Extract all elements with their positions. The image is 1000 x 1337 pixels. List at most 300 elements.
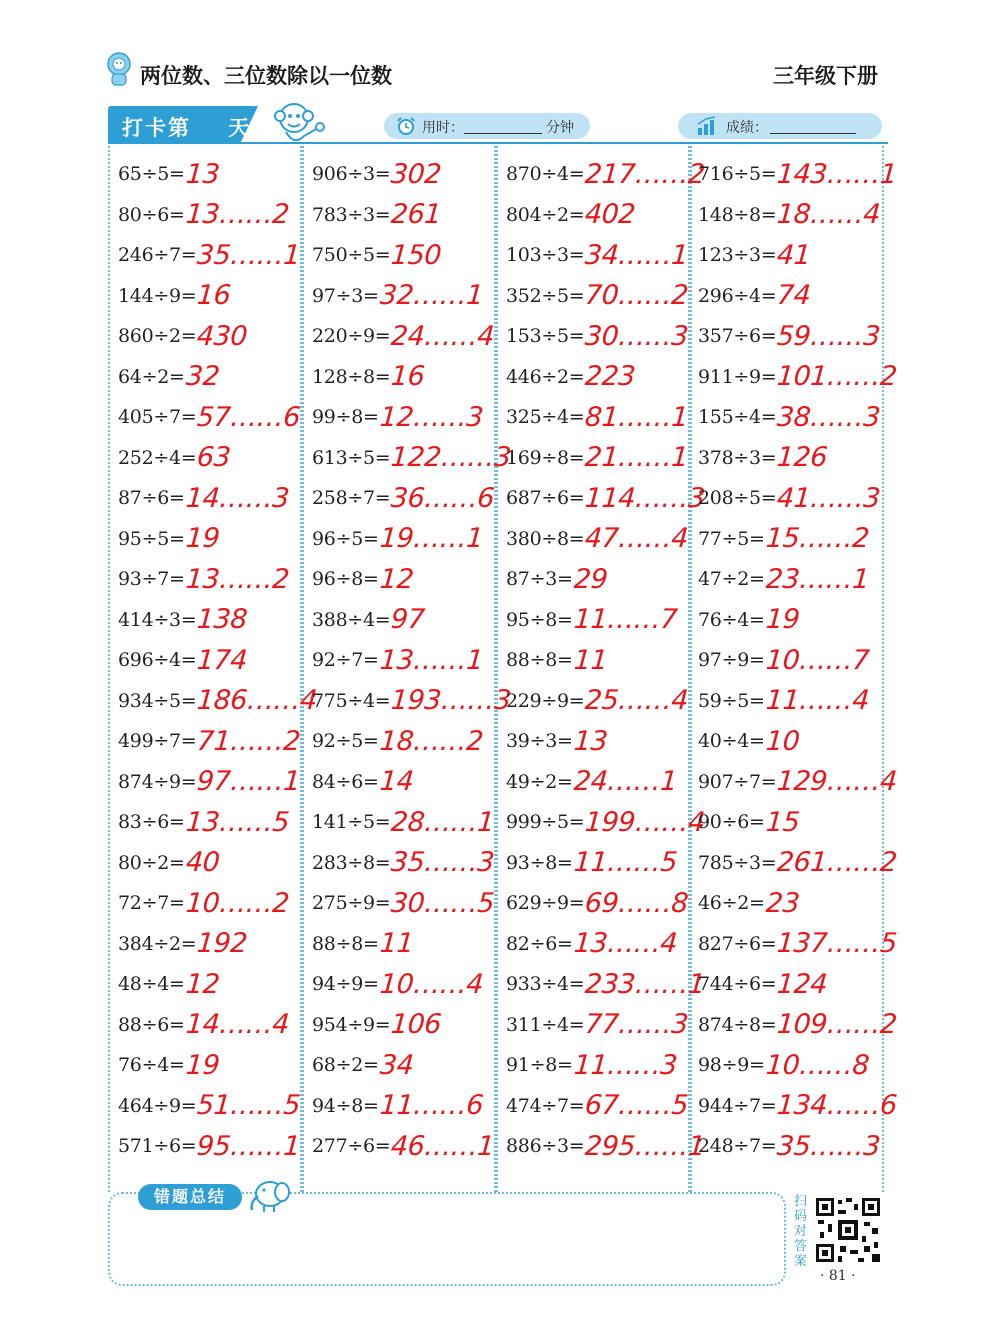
exercise-row bbox=[312, 883, 504, 924]
exercise-row bbox=[118, 600, 310, 641]
handwritten-answer: 81……1 bbox=[584, 401, 690, 433]
exercise-row bbox=[506, 1126, 707, 1167]
exercise-row bbox=[118, 924, 310, 965]
exercise-row bbox=[312, 640, 504, 681]
handwritten-answer: 47……4 bbox=[584, 523, 690, 555]
exercise-row bbox=[312, 721, 504, 762]
division-question: 148÷8= bbox=[698, 203, 777, 226]
division-question: 283÷8= bbox=[312, 851, 391, 874]
division-question: 98÷9= bbox=[698, 1054, 765, 1077]
exercise-row bbox=[312, 1126, 504, 1167]
division-question: 804÷2= bbox=[506, 203, 585, 226]
exercise-row bbox=[506, 883, 698, 924]
handwritten-answer: 11……3 bbox=[572, 1049, 678, 1081]
exercise-row bbox=[698, 964, 890, 1005]
division-question: 357÷6= bbox=[698, 325, 777, 348]
division-question: 744÷6= bbox=[698, 973, 777, 996]
division-question: 76÷4= bbox=[698, 608, 765, 631]
handwritten-answer: 71……2 bbox=[196, 725, 302, 757]
handwritten-answer: 295……1 bbox=[584, 1130, 707, 1162]
division-question: 92÷7= bbox=[312, 649, 379, 672]
handwritten-answer: 261 bbox=[390, 199, 443, 231]
exercise-row bbox=[118, 1045, 310, 1086]
division-question: 144÷9= bbox=[118, 284, 197, 307]
exercise-row bbox=[312, 397, 504, 438]
division-question: 91÷8= bbox=[506, 1054, 573, 1077]
division-question: 76÷4= bbox=[118, 1054, 185, 1077]
handwritten-answer: 32……1 bbox=[378, 280, 484, 312]
handwritten-answer: 40 bbox=[184, 847, 221, 879]
handwritten-answer: 77……3 bbox=[584, 1009, 690, 1041]
exercise-row bbox=[698, 721, 890, 762]
handwritten-answer: 11 bbox=[572, 644, 609, 676]
handwritten-answer: 30……3 bbox=[584, 320, 690, 352]
handwritten-answer: 134……6 bbox=[776, 1090, 899, 1122]
division-question: 90÷6= bbox=[698, 811, 765, 834]
division-question: 95÷5= bbox=[118, 527, 185, 550]
handwritten-answer: 109……2 bbox=[776, 1009, 899, 1041]
division-question: 783÷3= bbox=[312, 203, 391, 226]
exercise-row bbox=[698, 843, 899, 884]
handwritten-answer: 14……4 bbox=[184, 1009, 290, 1041]
exercise-row bbox=[506, 600, 698, 641]
division-question: 39÷3= bbox=[506, 730, 573, 753]
handwritten-answer: 28……1 bbox=[390, 806, 496, 838]
exercise-row bbox=[312, 316, 504, 357]
exercise-column bbox=[312, 154, 513, 1167]
handwritten-answer: 114……3 bbox=[584, 482, 707, 514]
exercise-row bbox=[118, 235, 310, 276]
mistake-summary-label: 错题总结 bbox=[138, 1184, 242, 1210]
checkin-day-label: 打卡第 天 bbox=[122, 116, 252, 140]
division-question: 827÷6= bbox=[698, 932, 777, 955]
exercise-row bbox=[312, 802, 504, 843]
handwritten-answer: 138 bbox=[196, 604, 249, 636]
handwritten-answer: 10……4 bbox=[378, 968, 484, 1000]
exercise-row bbox=[506, 802, 707, 843]
handwritten-answer: 23……1 bbox=[764, 563, 870, 595]
handwritten-answer: 430 bbox=[196, 320, 249, 352]
division-question: 384÷2= bbox=[118, 932, 197, 955]
exercise-row bbox=[506, 681, 698, 722]
division-question: 153÷5= bbox=[506, 325, 585, 348]
division-question: 613÷5= bbox=[312, 446, 391, 469]
exercise-row bbox=[312, 154, 504, 195]
division-question: 49÷2= bbox=[506, 770, 573, 793]
exercise-row bbox=[118, 762, 310, 803]
division-question: 88÷8= bbox=[312, 932, 379, 955]
division-question: 414÷3= bbox=[118, 608, 197, 631]
division-question: 874÷8= bbox=[698, 1013, 777, 1036]
exercise-row bbox=[698, 640, 890, 681]
handwritten-answer: 41 bbox=[776, 239, 812, 271]
exercise-row bbox=[698, 1126, 890, 1167]
division-question: 94÷8= bbox=[312, 1094, 379, 1117]
division-question: 499÷7= bbox=[118, 730, 197, 753]
division-question: 775÷4= bbox=[312, 689, 391, 712]
exercise-row bbox=[506, 276, 698, 317]
qr-code-icon[interactable] bbox=[814, 1196, 882, 1264]
exercise-row bbox=[312, 357, 504, 398]
bar-chart-icon bbox=[696, 116, 718, 136]
exercise-row bbox=[698, 600, 890, 641]
division-question: 785÷3= bbox=[698, 851, 777, 874]
division-question: 92÷5= bbox=[312, 730, 379, 753]
exercise-row bbox=[118, 1086, 310, 1127]
handwritten-answer: 13……1 bbox=[378, 644, 484, 676]
division-question: 88÷8= bbox=[506, 649, 573, 672]
handwritten-answer: 19 bbox=[184, 1049, 221, 1081]
division-question: 80÷6= bbox=[118, 203, 185, 226]
exercise-row bbox=[698, 154, 899, 195]
handwritten-answer: 13……4 bbox=[572, 928, 678, 960]
exercise-row bbox=[118, 154, 310, 195]
handwritten-answer: 95……1 bbox=[196, 1130, 302, 1162]
handwritten-answer: 11 bbox=[378, 928, 415, 960]
division-question: 72÷7= bbox=[118, 892, 185, 915]
division-question: 629÷9= bbox=[506, 892, 585, 915]
division-question: 93÷8= bbox=[506, 851, 573, 874]
exercise-row bbox=[118, 397, 310, 438]
exercise-row bbox=[698, 195, 890, 236]
exercise-row bbox=[118, 195, 310, 236]
exercise-row bbox=[118, 559, 310, 600]
exercise-row bbox=[698, 802, 890, 843]
division-question: 97÷9= bbox=[698, 649, 765, 672]
exercise-row bbox=[698, 519, 890, 560]
division-question: 352÷5= bbox=[506, 284, 585, 307]
division-question: 83÷6= bbox=[118, 811, 185, 834]
division-question: 208÷5= bbox=[698, 487, 777, 510]
handwritten-answer: 10 bbox=[764, 725, 801, 757]
exercise-row bbox=[312, 438, 513, 479]
division-question: 128÷8= bbox=[312, 365, 391, 388]
page-number: · 81 · bbox=[820, 1268, 856, 1284]
exercise-row bbox=[698, 316, 890, 357]
division-question: 954÷9= bbox=[312, 1013, 391, 1036]
handwritten-answer: 35……3 bbox=[776, 1130, 882, 1162]
division-question: 378÷3= bbox=[698, 446, 777, 469]
exercise-row bbox=[118, 438, 310, 479]
handwritten-answer: 124 bbox=[776, 968, 829, 1000]
handwritten-answer: 199……4 bbox=[584, 806, 707, 838]
handwritten-answer: 97……1 bbox=[196, 766, 302, 798]
handwritten-answer: 23 bbox=[764, 887, 801, 919]
handwritten-answer: 46……1 bbox=[390, 1130, 496, 1162]
handwritten-answer: 97 bbox=[390, 604, 426, 636]
handwritten-answer: 14 bbox=[378, 766, 415, 798]
handwritten-answer: 19……1 bbox=[378, 523, 484, 555]
exercise-row bbox=[698, 883, 890, 924]
exercise-row bbox=[506, 438, 698, 479]
time-used-field bbox=[384, 113, 590, 139]
handwritten-answer: 30……5 bbox=[390, 887, 496, 919]
handwritten-answer: 13……2 bbox=[184, 199, 290, 231]
division-question: 446÷2= bbox=[506, 365, 585, 388]
exercise-row bbox=[312, 681, 513, 722]
exercise-row bbox=[506, 519, 698, 560]
division-question: 275÷9= bbox=[312, 892, 391, 915]
division-question: 911÷9= bbox=[698, 365, 777, 388]
exercise-row bbox=[506, 397, 698, 438]
exercise-row bbox=[312, 1045, 504, 1086]
handwritten-answer: 13 bbox=[184, 158, 221, 190]
division-question: 65÷5= bbox=[118, 163, 185, 186]
division-question: 934÷5= bbox=[118, 689, 197, 712]
handwritten-answer: 122……3 bbox=[390, 442, 513, 474]
exercise-row bbox=[506, 235, 698, 276]
handwritten-answer: 24……4 bbox=[390, 320, 496, 352]
handwritten-answer: 70……2 bbox=[584, 280, 690, 312]
handwritten-answer: 38……3 bbox=[776, 401, 882, 433]
exercise-row bbox=[698, 235, 890, 276]
exercise-row bbox=[312, 1005, 504, 1046]
handwritten-answer: 11……6 bbox=[378, 1090, 484, 1122]
division-question: 687÷6= bbox=[506, 487, 585, 510]
division-question: 169÷8= bbox=[506, 446, 585, 469]
handwritten-answer: 13……2 bbox=[184, 563, 290, 595]
exercise-column bbox=[118, 154, 319, 1167]
handwritten-answer: 12 bbox=[184, 968, 221, 1000]
handwritten-answer: 35……3 bbox=[390, 847, 496, 879]
handwritten-answer: 192 bbox=[196, 928, 249, 960]
exercise-row bbox=[118, 721, 310, 762]
division-question: 906÷3= bbox=[312, 163, 391, 186]
division-question: 97÷3= bbox=[312, 284, 379, 307]
handwritten-answer: 129……4 bbox=[776, 766, 899, 798]
exercise-row bbox=[506, 924, 698, 965]
division-question: 874÷9= bbox=[118, 770, 197, 793]
alarm-clock-icon bbox=[396, 116, 416, 136]
handwritten-answer: 126 bbox=[776, 442, 829, 474]
handwritten-answer: 29 bbox=[572, 563, 609, 595]
exercise-row bbox=[698, 357, 899, 398]
handwritten-answer: 36……6 bbox=[390, 482, 496, 514]
exercise-row bbox=[506, 843, 698, 884]
handwritten-answer: 193……3 bbox=[390, 685, 513, 717]
handwritten-answer: 19 bbox=[764, 604, 801, 636]
division-question: 84÷6= bbox=[312, 770, 379, 793]
division-question: 229÷9= bbox=[506, 689, 585, 712]
handwritten-answer: 16 bbox=[390, 361, 426, 393]
page-header bbox=[0, 0, 1000, 100]
division-question: 99÷8= bbox=[312, 406, 379, 429]
division-question: 77÷5= bbox=[698, 527, 765, 550]
division-question: 870÷4= bbox=[506, 163, 585, 186]
handwritten-answer: 34……1 bbox=[584, 239, 690, 271]
grade-label: 三年级下册 bbox=[773, 64, 878, 88]
scan-qr-label: 扫码对答案 bbox=[794, 1194, 808, 1269]
division-question: 64÷2= bbox=[118, 365, 185, 388]
exercise-row bbox=[312, 762, 504, 803]
division-question: 47÷2= bbox=[698, 568, 765, 591]
handwritten-answer: 10……8 bbox=[764, 1049, 870, 1081]
exercise-row bbox=[312, 235, 504, 276]
handwritten-answer: 261……2 bbox=[776, 847, 899, 879]
division-question: 220÷9= bbox=[312, 325, 391, 348]
exercise-row bbox=[118, 1126, 310, 1167]
division-question: 571÷6= bbox=[118, 1135, 197, 1158]
exercise-row bbox=[118, 316, 310, 357]
handwritten-answer: 10……7 bbox=[764, 644, 870, 676]
exercise-row bbox=[698, 1005, 899, 1046]
exercise-row bbox=[506, 316, 698, 357]
handwritten-answer: 13……5 bbox=[184, 806, 290, 838]
handwritten-answer: 59……3 bbox=[776, 320, 882, 352]
handwritten-answer: 67……5 bbox=[584, 1090, 690, 1122]
handwritten-answer: 35……1 bbox=[196, 239, 302, 271]
exercise-row bbox=[506, 964, 707, 1005]
handwritten-answer: 143……1 bbox=[776, 158, 899, 190]
division-question: 750÷5= bbox=[312, 244, 391, 267]
handwritten-answer: 12……3 bbox=[378, 401, 484, 433]
handwritten-answer: 69……8 bbox=[584, 887, 690, 919]
handwritten-answer: 13 bbox=[572, 725, 609, 757]
exercise-row bbox=[118, 519, 310, 560]
lion-mascot-icon bbox=[106, 52, 132, 86]
division-question: 94÷9= bbox=[312, 973, 379, 996]
handwritten-answer: 106 bbox=[390, 1009, 443, 1041]
division-question: 246÷7= bbox=[118, 244, 197, 267]
handwritten-answer: 15……2 bbox=[764, 523, 870, 555]
handwritten-answer: 32 bbox=[184, 361, 221, 393]
score-blank[interactable] bbox=[770, 117, 856, 134]
elephant-mascot-icon bbox=[244, 1176, 292, 1214]
handwritten-answer: 16 bbox=[196, 280, 232, 312]
handwritten-answer: 101……2 bbox=[776, 361, 899, 393]
score-label: 成绩： bbox=[726, 120, 768, 136]
exercise-row bbox=[506, 154, 707, 195]
handwritten-answer: 10……2 bbox=[184, 887, 290, 919]
division-question: 46÷2= bbox=[698, 892, 765, 915]
exercise-row bbox=[312, 519, 504, 560]
exercise-row bbox=[506, 721, 698, 762]
exercise-row bbox=[118, 640, 310, 681]
exercise-column bbox=[506, 154, 707, 1167]
handwritten-answer: 302 bbox=[390, 158, 443, 190]
exercise-row bbox=[506, 478, 707, 519]
exercise-row bbox=[506, 1045, 698, 1086]
handwritten-answer: 41……3 bbox=[776, 482, 882, 514]
handwritten-answer: 223 bbox=[584, 361, 637, 393]
exercise-row bbox=[506, 1005, 698, 1046]
exercise-row bbox=[312, 964, 504, 1005]
handwritten-answer: 57……6 bbox=[196, 401, 302, 433]
handwritten-answer: 11……7 bbox=[572, 604, 678, 636]
minutes-unit: 分钟 bbox=[546, 120, 574, 136]
exercise-row bbox=[506, 640, 698, 681]
checkin-banner bbox=[108, 106, 270, 144]
exercise-row bbox=[698, 924, 899, 965]
handwritten-answer: 18……2 bbox=[378, 725, 484, 757]
exercise-row bbox=[118, 276, 310, 317]
division-question: 87÷3= bbox=[506, 568, 573, 591]
handwritten-answer: 21……1 bbox=[584, 442, 690, 474]
score-field bbox=[678, 113, 882, 139]
handwritten-answer: 12 bbox=[378, 563, 415, 595]
exercise-row bbox=[506, 1086, 698, 1127]
exercise-row bbox=[698, 1045, 890, 1086]
handwritten-answer: 14……3 bbox=[184, 482, 290, 514]
division-question: 82÷6= bbox=[506, 932, 573, 955]
exercise-row bbox=[698, 559, 890, 600]
division-question: 93÷7= bbox=[118, 568, 185, 591]
exercise-row bbox=[312, 195, 504, 236]
exercise-row bbox=[506, 357, 698, 398]
division-question: 48÷4= bbox=[118, 973, 185, 996]
division-question: 155÷4= bbox=[698, 406, 777, 429]
time-used-label: 用时： bbox=[422, 120, 464, 136]
division-question: 696÷4= bbox=[118, 649, 197, 672]
division-question: 95÷8= bbox=[506, 608, 573, 631]
handwritten-answer: 51……5 bbox=[196, 1090, 302, 1122]
exercise-row bbox=[698, 397, 890, 438]
division-question: 716÷5= bbox=[698, 163, 777, 186]
division-question: 907÷7= bbox=[698, 770, 777, 793]
division-question: 474÷7= bbox=[506, 1094, 585, 1117]
exercise-row bbox=[118, 883, 310, 924]
handwritten-answer: 24……1 bbox=[572, 766, 678, 798]
exercise-row bbox=[506, 559, 698, 600]
handwritten-answer: 137……5 bbox=[776, 928, 899, 960]
exercise-row bbox=[698, 276, 890, 317]
exercise-row bbox=[118, 357, 310, 398]
handwritten-answer: 25……4 bbox=[584, 685, 690, 717]
division-question: 944÷7= bbox=[698, 1094, 777, 1117]
division-question: 325÷4= bbox=[506, 406, 585, 429]
handwritten-answer: 34 bbox=[378, 1049, 415, 1081]
division-question: 59÷5= bbox=[698, 689, 765, 712]
division-question: 464÷9= bbox=[118, 1094, 197, 1117]
handwritten-answer: 19 bbox=[184, 523, 221, 555]
division-question: 80÷2= bbox=[118, 851, 185, 874]
handwritten-answer: 150 bbox=[390, 239, 443, 271]
exercise-row bbox=[698, 681, 890, 722]
division-question: 103÷3= bbox=[506, 244, 585, 267]
exercise-row bbox=[506, 195, 698, 236]
banner-underline bbox=[108, 142, 888, 144]
exercise-row bbox=[118, 964, 310, 1005]
exercise-row bbox=[312, 276, 504, 317]
division-question: 88÷6= bbox=[118, 1013, 185, 1036]
handwritten-answer: 18……4 bbox=[776, 199, 882, 231]
exercise-row bbox=[506, 762, 698, 803]
handwritten-answer: 11……5 bbox=[572, 847, 678, 879]
division-question: 87÷6= bbox=[118, 487, 185, 510]
exercise-row bbox=[118, 843, 310, 884]
handwritten-answer: 217……2 bbox=[584, 158, 707, 190]
time-used-blank[interactable] bbox=[464, 117, 542, 134]
exercise-row bbox=[118, 802, 310, 843]
exercise-row bbox=[118, 681, 319, 722]
handwritten-answer: 15 bbox=[764, 806, 801, 838]
division-question: 860÷2= bbox=[118, 325, 197, 348]
division-question: 252÷4= bbox=[118, 446, 197, 469]
division-question: 380÷8= bbox=[506, 527, 585, 550]
division-question: 311÷4= bbox=[506, 1013, 585, 1036]
handwritten-answer: 174 bbox=[196, 644, 249, 676]
exercise-row bbox=[698, 478, 890, 519]
handwritten-answer: 186……4 bbox=[196, 685, 319, 717]
division-question: 96÷5= bbox=[312, 527, 379, 550]
division-question: 933÷4= bbox=[506, 973, 585, 996]
exercise-row bbox=[312, 843, 504, 884]
handwritten-answer: 11……4 bbox=[764, 685, 870, 717]
division-question: 277÷6= bbox=[312, 1135, 391, 1158]
exercise-row bbox=[118, 1005, 310, 1046]
exercise-row bbox=[698, 762, 899, 803]
exercise-row bbox=[312, 600, 504, 641]
